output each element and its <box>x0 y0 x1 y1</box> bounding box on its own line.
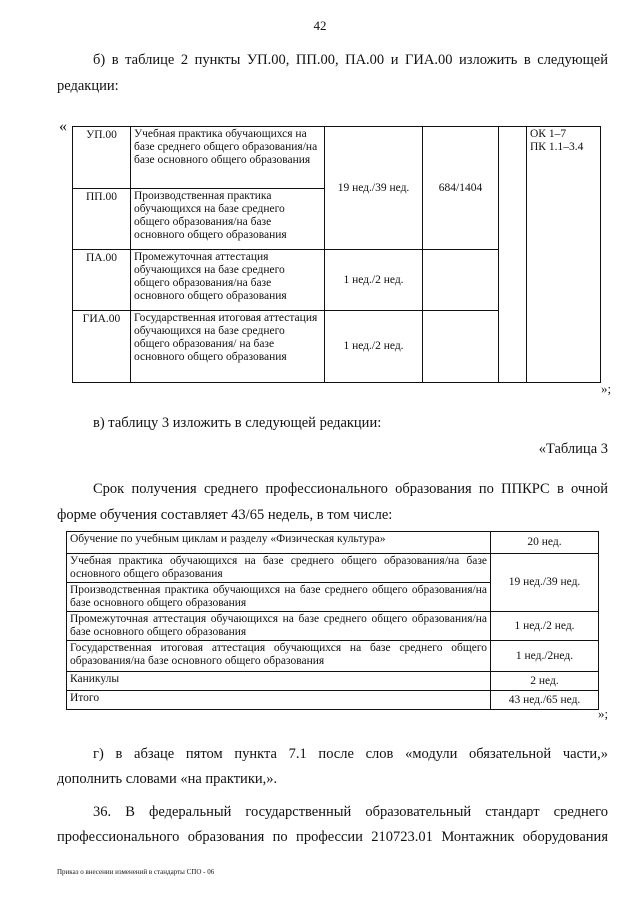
t2-duration-gia: 1 нед./2 нед. <box>325 311 423 383</box>
t2-text-pa: Промежуточная аттестация обучающихся на базе среднего общего образования/на базе основного общего образования <box>131 250 325 311</box>
t3-text-training: Обучение по учебным циклам и разделу «Физическая культура» <box>67 532 491 554</box>
t3-text-pa: Промежуточная аттестация обучающихся на базе среднего общего образования/на базе основного общего образования <box>67 612 491 641</box>
t2-text-gia: Государственная итоговая аттестация обучающихся на базе среднего общего образования/ на базе основного общего образования <box>131 311 325 383</box>
t2-code-gia: ГИА.00 <box>73 311 131 383</box>
t3-value-total: 43 нед./65 нед. <box>491 691 599 710</box>
t3-text-holidays: Каникулы <box>67 672 491 691</box>
t2-duration-up-pp: 19 нед./39 нед. <box>325 127 423 250</box>
table-3 <box>66 531 599 710</box>
quote-close-2: »; <box>598 706 609 721</box>
para-b-line1: б) в таблице 2 пункты УП.00, ПП.00, ПА.00 и ГИА.00 изложить в следующей <box>93 52 608 68</box>
t2-code-up: УП.00 <box>73 127 131 189</box>
t2-empty-cell <box>499 127 527 383</box>
t3-text-up: Учебная практика обучающихся на базе среднего общего образования/на базе основного общего образования <box>67 554 491 583</box>
para-b-line2: редакции: <box>57 78 119 94</box>
para-36-line1: 36. В федеральный государственный образовательный стандарт среднего <box>93 804 608 820</box>
t2-competency-pk: ПК 1.1–3.4 <box>530 141 584 153</box>
t2-competency-ok: ОК 1–7 <box>530 128 567 140</box>
t2-code-pp: ПП.00 <box>73 189 131 250</box>
t2-code-pa: ПА.00 <box>73 250 131 311</box>
intro-line2: форме обучения составляет 43/65 недель, в том числе: <box>57 507 393 523</box>
t2-hours-gia <box>423 311 499 383</box>
para-g-line2: дополнить словами «на практики,». <box>57 771 278 787</box>
t3-value-gia: 1 нед./2нед. <box>491 641 599 672</box>
t2-hours-pa <box>423 250 499 311</box>
t2-competencies <box>527 127 601 383</box>
para-g-line1: г) в абзаце пятом пункта 7.1 после слов «модули обязательной части,» <box>93 746 608 762</box>
table-2 <box>72 126 601 383</box>
t3-value-pa: 1 нед./2 нед. <box>491 612 599 641</box>
t3-text-gia: Государственная итоговая аттестация обучающихся на базе среднего общего образования/на базе основного общего образования <box>67 641 491 672</box>
t3-value-holidays: 2 нед. <box>491 672 599 691</box>
quote-close-1: »; <box>601 381 612 396</box>
t3-value-up-pp: 19 нед./39 нед. <box>491 554 599 612</box>
t2-hours-up-pp: 684/1404 <box>423 127 499 250</box>
t2-text-pp: Производственная практика обучающихся на базе среднего общего образования/на базе основного общего образования <box>131 189 325 250</box>
footer-note: Приказ о внесении изменений в стандарты СПО - 06 <box>57 868 215 876</box>
t3-value-training: 20 нед. <box>491 532 599 554</box>
quote-open: « <box>59 118 67 135</box>
t3-text-total: Итого <box>67 691 491 710</box>
t2-duration-pa: 1 нед./2 нед. <box>325 250 423 311</box>
page-number: 42 <box>313 18 327 33</box>
para-36-line2: профессионального образования по профессии 210723.01 Монтажник оборудования <box>57 829 608 845</box>
para-v: в) таблицу 3 изложить в следующей редакции: <box>93 415 382 431</box>
t2-text-up: Учебная практика обучающихся на базе среднего общего образования/на базе основного общего образования <box>131 127 325 189</box>
table3-label: «Таблица 3 <box>538 441 608 457</box>
intro-line1: Срок получения среднего профессионального образования по ППКРС в очной <box>93 481 608 497</box>
t3-text-pp: Производственная практика обучающихся на базе среднего общего образования/на базе основного общего образования <box>67 583 491 612</box>
